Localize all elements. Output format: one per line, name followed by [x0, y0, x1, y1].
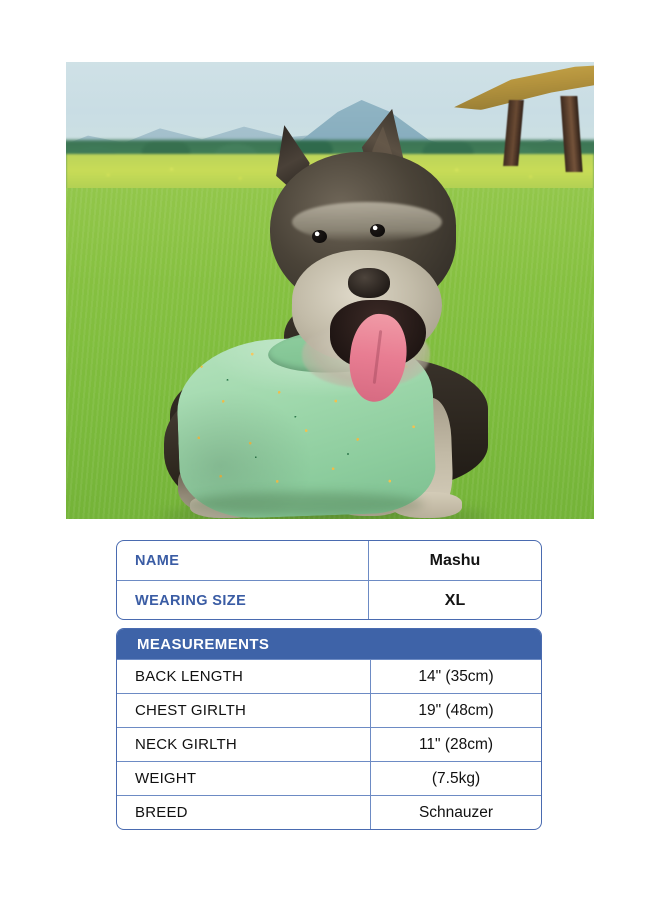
- measurement-label-cell: [117, 660, 371, 693]
- table-row: [117, 727, 541, 761]
- measurement-label: BREED: [135, 804, 188, 821]
- table-row: [117, 693, 541, 727]
- measurement-label: CHEST GIRLTH: [135, 702, 247, 719]
- dog-subject: [144, 86, 534, 519]
- measurements-header-label: MEASUREMENTS: [137, 635, 270, 653]
- measurement-value: Schnauzer: [418, 803, 494, 821]
- dog-eye-left: [312, 230, 327, 243]
- measurement-label: BACK LENGTH: [135, 668, 244, 685]
- measurement-label: WEIGHT: [135, 770, 197, 787]
- measurement-label: NECK GIRLTH: [135, 736, 237, 753]
- measurement-label-cell: [117, 762, 371, 795]
- measurement-label-cell: [117, 694, 371, 727]
- dog-eye-right: [370, 224, 385, 237]
- pet-info-table: [116, 540, 542, 620]
- info-value-cell: [369, 581, 541, 620]
- measurement-label-cell: [117, 796, 371, 829]
- table-row: [117, 541, 541, 581]
- info-label-cell: [117, 581, 369, 620]
- dog-nose: [348, 268, 390, 298]
- measurement-value-cell: [371, 694, 541, 727]
- shirt-shadow: [184, 492, 424, 516]
- measurement-value-cell: [371, 796, 541, 829]
- product-photo: [66, 62, 594, 519]
- measurement-value: (7.5kg): [431, 769, 481, 787]
- info-value: XL: [444, 592, 466, 609]
- measurement-label-cell: [117, 728, 371, 761]
- table-row: [117, 761, 541, 795]
- measurements-table: [116, 628, 542, 830]
- measurements-header: [117, 629, 541, 659]
- info-label: NAME: [135, 552, 180, 569]
- info-value-cell: [369, 541, 541, 580]
- info-label-cell: [117, 541, 369, 580]
- measurement-value: 19" (48cm): [418, 701, 494, 719]
- measurement-value-cell: [371, 660, 541, 693]
- measurement-value: 11" (28cm): [418, 735, 494, 753]
- info-label: WEARING SIZE: [135, 593, 247, 609]
- measurement-value: 14" (35cm): [418, 667, 494, 685]
- info-value: Mashu: [429, 551, 481, 569]
- table-row: [117, 795, 541, 829]
- measurement-value-cell: [371, 728, 541, 761]
- table-row: [117, 581, 541, 620]
- measurement-value-cell: [371, 762, 541, 795]
- table-row: [117, 659, 541, 693]
